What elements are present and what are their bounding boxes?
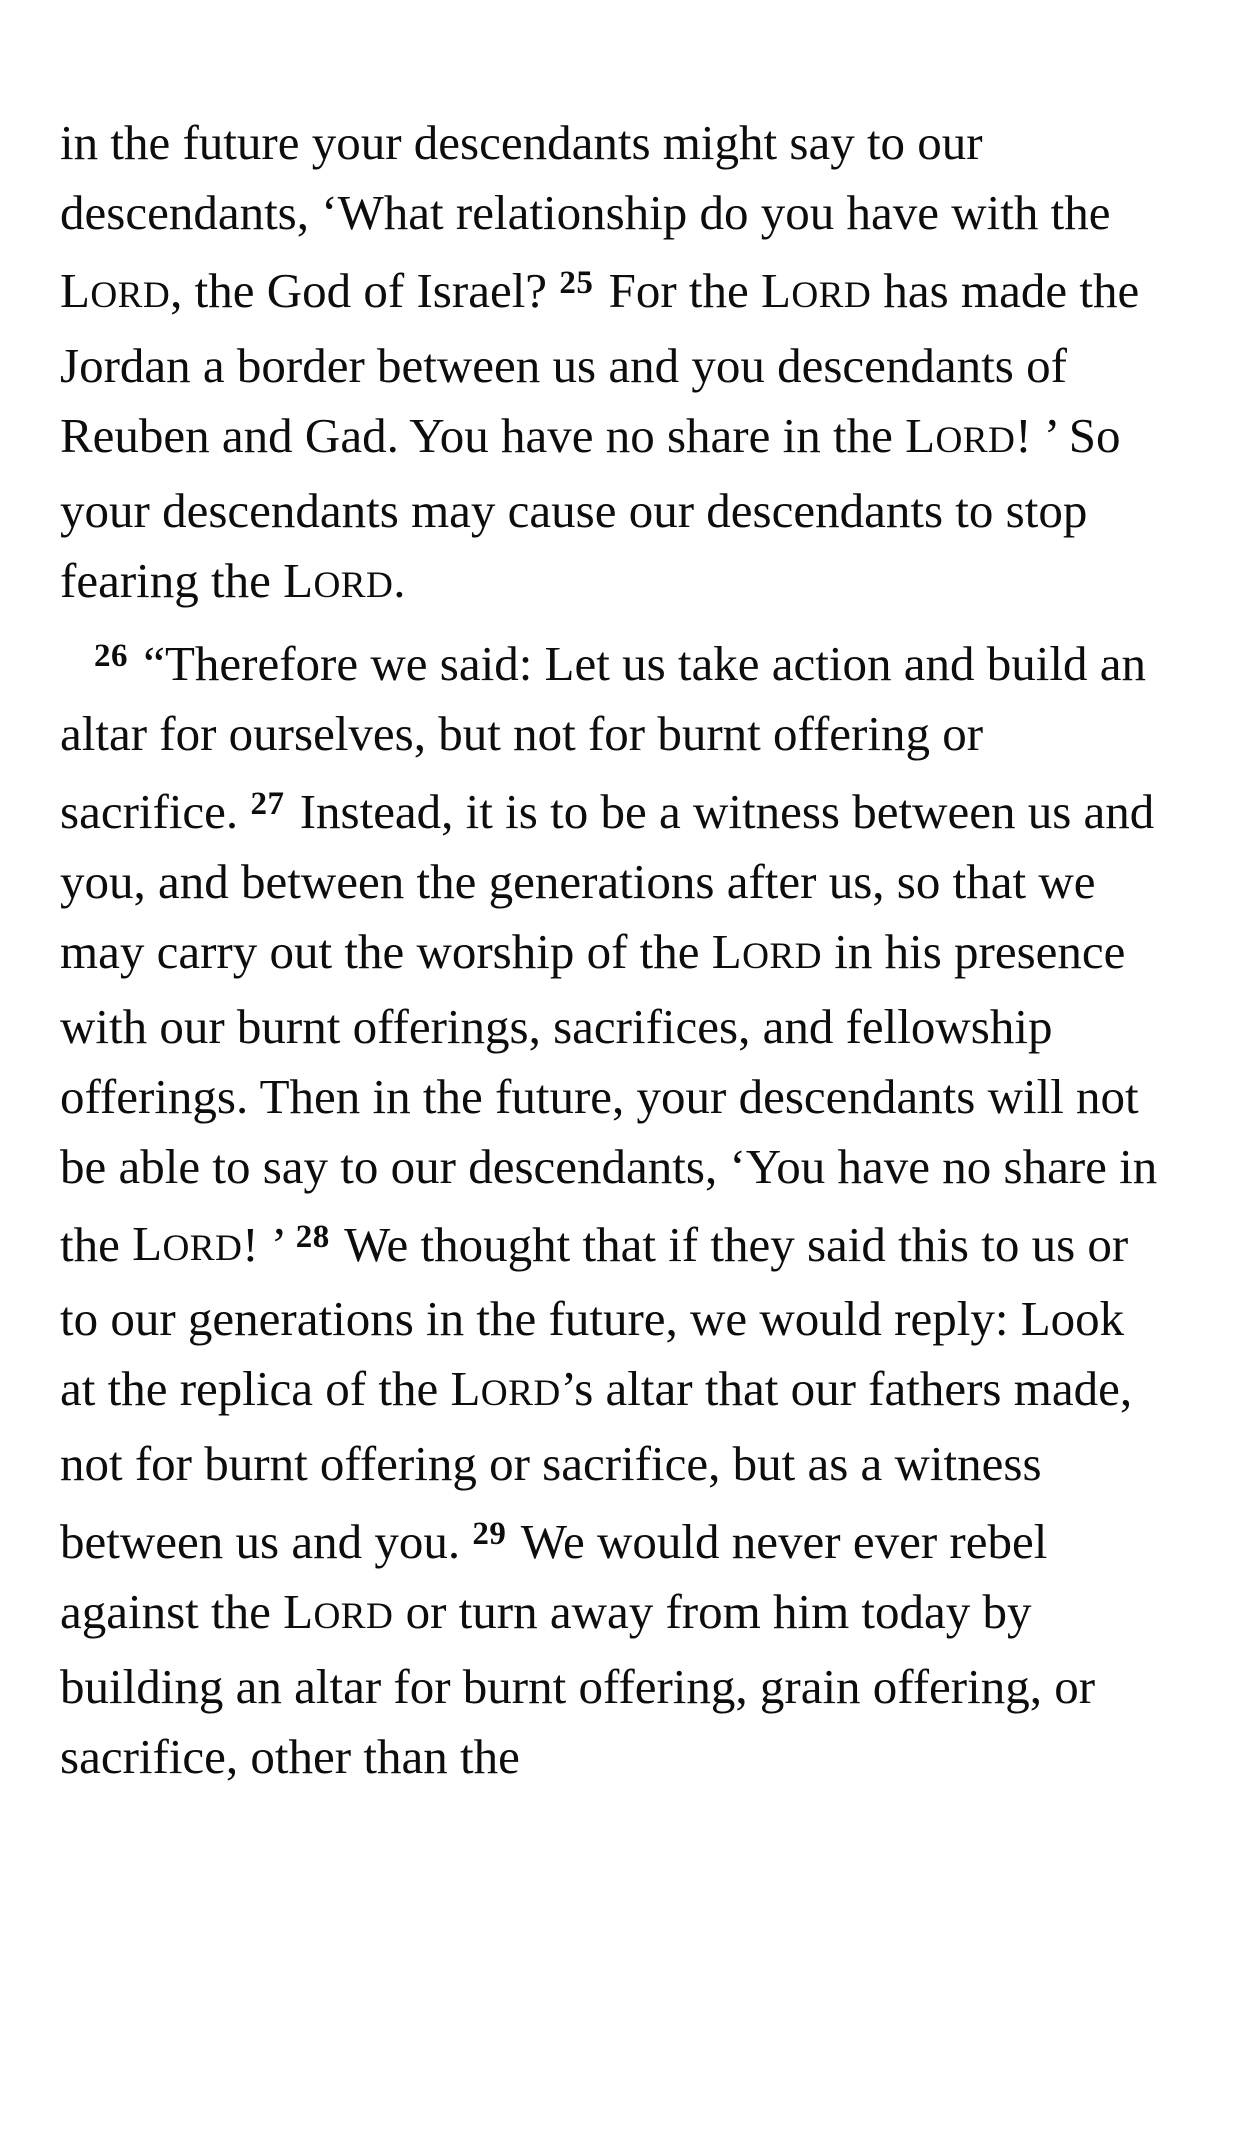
- verse-number[interactable]: 26: [94, 637, 128, 674]
- divine-name: LORD: [905, 407, 1016, 463]
- verse-number[interactable]: 28: [295, 1218, 330, 1255]
- scripture-run: Instead, it is to be a witness between us and you, and between the generations after us, so that we may carry out the worship of the: [60, 783, 1155, 979]
- divine-name: LORD: [132, 1216, 243, 1272]
- divine-name: LORD: [450, 1361, 561, 1417]
- scripture-paragraph: [60, 108, 1170, 621]
- scripture-run: .: [393, 552, 406, 608]
- verse-number[interactable]: 27: [250, 785, 285, 822]
- scripture-run: or turn away from him today by building an altar for burnt offering, grain offering, or sacrifice, other than the: [60, 1584, 1096, 1785]
- divine-name: LORD: [60, 262, 171, 318]
- scripture-run: “Therefore we said: Let us take action and build an altar for ourselves, but not for burnt offering or sacrifice.: [60, 635, 1146, 839]
- verse-number[interactable]: 29: [472, 1516, 507, 1553]
- scripture-run: We thought that if they said this to us or to our generations in the future, we would reply: Look at the replica of the: [60, 1216, 1129, 1417]
- divine-name: LORD: [283, 1584, 394, 1640]
- divine-name: LORD: [711, 923, 822, 979]
- scripture-run: ! ’: [242, 1216, 296, 1272]
- scripture-run: , the God of Israel?: [170, 262, 560, 318]
- scripture-text: [60, 108, 1170, 1792]
- scripture-run: in his presence with our burnt offerings, sacrifices, and fellowship offerings. Then in the future, your descendants will not be able to say to our descendants, ‘You have no share in the: [60, 923, 1158, 1272]
- scripture-run: has made the Jordan a border between us and you descendants of Reuben and Gad. You have no share in the: [60, 262, 1140, 463]
- verse-number[interactable]: 25: [559, 265, 594, 301]
- scripture-run: We would never ever rebel against the: [60, 1514, 1048, 1640]
- divine-name: LORD: [761, 262, 872, 318]
- scripture-paragraph: [60, 621, 1170, 1792]
- divine-name: LORD: [283, 552, 394, 608]
- scripture-run: ’s altar that our fathers made, not for burnt offering or sacrifice, but as a witness between us and you.: [60, 1361, 1133, 1570]
- scripture-run: ! ’ So your descendants may cause our descendants to stop fearing the: [60, 407, 1121, 608]
- scripture-run: in the future your descendants might say to our descendants, ‘What relationship do you have with the: [60, 115, 1111, 240]
- scripture-run: For the: [596, 262, 761, 318]
